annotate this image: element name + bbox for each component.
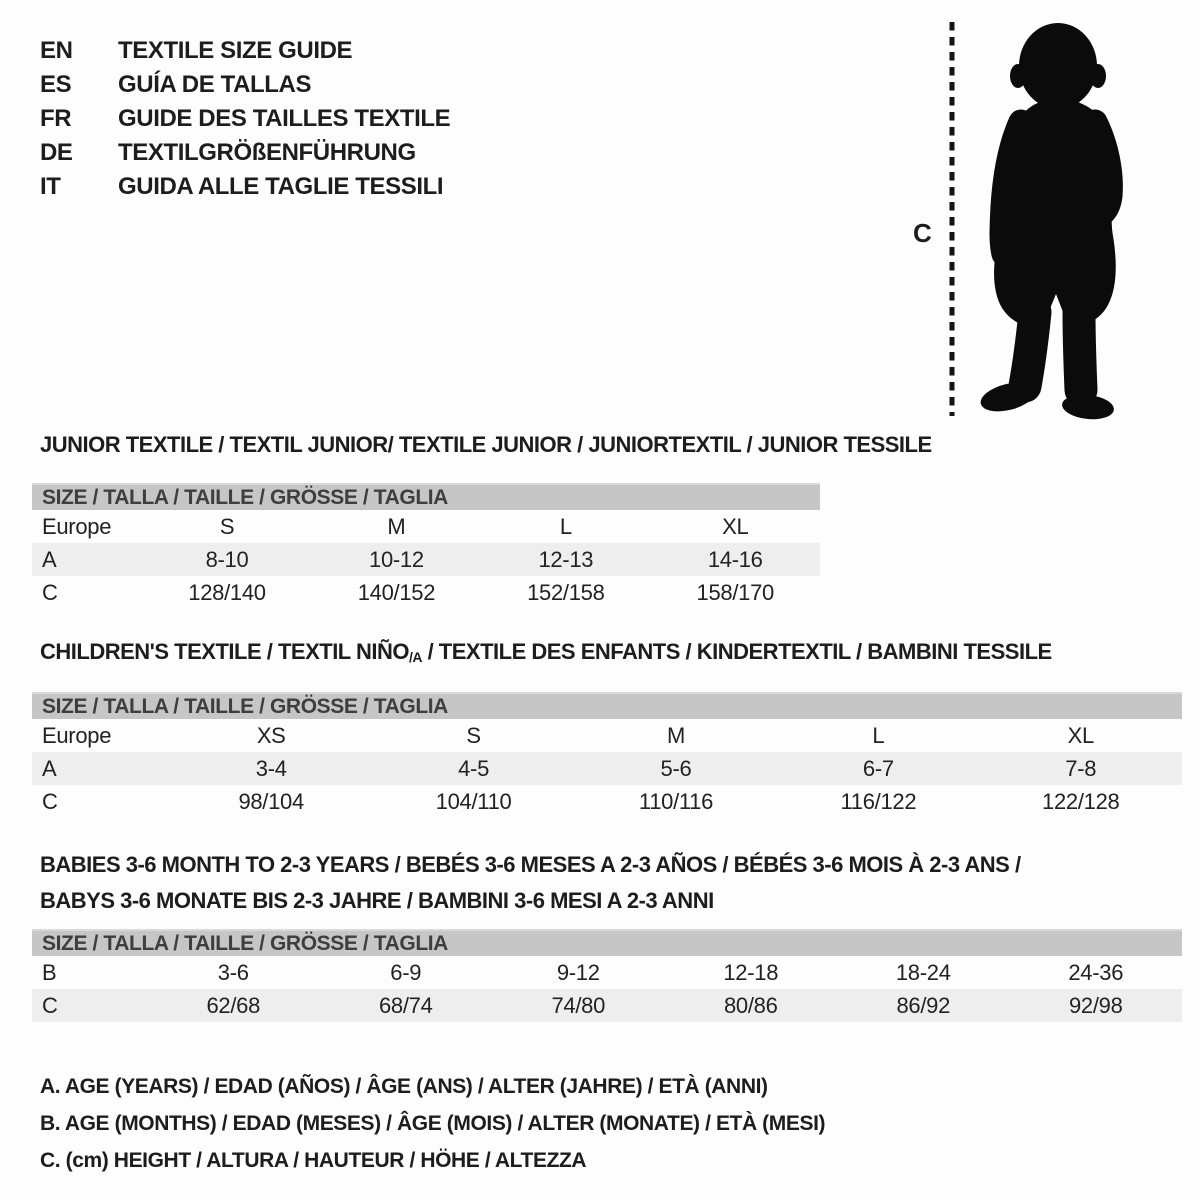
section-title-babies bbox=[40, 847, 1021, 919]
size-table-babies bbox=[32, 929, 1182, 1022]
value-cell: 152/158 bbox=[527, 579, 605, 605]
children-title-sub: /A bbox=[408, 649, 422, 665]
children-title-rest: / TEXTILE DES ENFANTS / KINDERTEXTIL / BAMBINI TESSILE bbox=[421, 639, 1052, 664]
value-cell: 4-5 bbox=[458, 755, 490, 781]
height-measure-label: C bbox=[913, 218, 932, 248]
lang-title: GUÍA DE TALLAS bbox=[118, 71, 312, 98]
value-cell: 98/104 bbox=[238, 788, 304, 814]
lang-row-es bbox=[40, 68, 450, 102]
row-label-cell: B bbox=[42, 959, 57, 985]
value-cell: 92/98 bbox=[1068, 992, 1123, 1018]
lang-code: FR bbox=[40, 105, 72, 132]
value-cell: 5-6 bbox=[660, 755, 692, 781]
row-label-cell: C bbox=[42, 788, 58, 814]
lang-title: TEXTILGRÖßENFÜHRUNG bbox=[118, 139, 416, 166]
value-cell: 10-12 bbox=[369, 546, 424, 572]
row-label-cell: A bbox=[42, 546, 57, 572]
toddler-silhouette-figure bbox=[905, 12, 1145, 424]
row-label-cell: Europe bbox=[42, 513, 112, 539]
table-row-height bbox=[32, 785, 1182, 818]
size-table-junior bbox=[32, 483, 820, 609]
table-row-age-years bbox=[32, 543, 820, 576]
value-cell: 12-18 bbox=[723, 959, 779, 985]
row-label-cell: C bbox=[42, 992, 58, 1018]
size-header-text: SIZE / TALLA / TAILLE / GRÖSSE / TAGLIA bbox=[42, 694, 448, 718]
value-cell: 3-4 bbox=[255, 755, 287, 781]
section-title-children bbox=[40, 639, 1052, 665]
lang-code: EN bbox=[40, 37, 73, 64]
value-cell: M bbox=[666, 722, 685, 748]
value-cell: 6-7 bbox=[862, 755, 894, 781]
row-label-cell: C bbox=[42, 579, 58, 605]
value-cell: 110/116 bbox=[638, 788, 714, 814]
table-row-europe bbox=[32, 510, 820, 543]
size-table-children bbox=[32, 692, 1182, 818]
row-label-cell: A bbox=[42, 755, 57, 781]
size-header-band bbox=[32, 929, 1182, 956]
table-row-age-months bbox=[32, 956, 1182, 989]
babies-title-line1: BABIES 3-6 MONTH TO 2-3 YEARS / BEBÉS 3-6 MESES A 2-3 AÑOS / BÉBÉS 3-6 MOIS À 2-3 ANS / bbox=[40, 852, 1021, 877]
size-header-text: SIZE / TALLA / TAILLE / GRÖSSE / TAGLIA bbox=[42, 485, 448, 509]
lang-code: DE bbox=[40, 139, 73, 166]
value-cell: S bbox=[466, 722, 481, 748]
lang-title: GUIDE DES TAILLES TEXTILE bbox=[118, 105, 451, 132]
value-cell: 7-8 bbox=[1065, 755, 1097, 781]
value-cell: 158/170 bbox=[696, 579, 774, 605]
value-cell: 3-6 bbox=[217, 959, 249, 985]
legend-line-c: C. (cm) HEIGHT / ALTURA / HAUTEUR / HÖHE / ALTEZZA bbox=[40, 1149, 587, 1172]
value-cell: S bbox=[219, 513, 235, 539]
table-row-height bbox=[32, 576, 820, 609]
lang-title: GUIDA ALLE TAGLIE TESSILI bbox=[118, 173, 444, 200]
value-cell: L bbox=[559, 513, 572, 539]
value-cell: 24-36 bbox=[1068, 959, 1124, 985]
lang-code: IT bbox=[40, 173, 61, 200]
section-title-junior: JUNIOR TEXTILE / TEXTIL JUNIOR/ TEXTILE JUNIOR / JUNIORTEXTIL / JUNIOR TESSILE bbox=[40, 432, 932, 457]
language-title-block bbox=[40, 34, 450, 204]
value-cell: 74/80 bbox=[551, 992, 606, 1018]
table-row-height bbox=[32, 989, 1182, 1022]
lang-row-en bbox=[40, 34, 450, 68]
value-cell: 116/122 bbox=[840, 788, 917, 814]
value-cell: M bbox=[387, 513, 406, 539]
lang-row-de bbox=[40, 136, 450, 170]
value-cell: 80/86 bbox=[723, 992, 778, 1018]
table-row-europe bbox=[32, 719, 1182, 752]
value-cell: 86/92 bbox=[896, 992, 951, 1018]
value-cell: XL bbox=[1067, 722, 1094, 748]
value-cell: XL bbox=[722, 513, 749, 539]
value-cell: 68/74 bbox=[378, 992, 433, 1018]
lang-code: ES bbox=[40, 71, 72, 98]
value-cell: 9-12 bbox=[556, 959, 600, 985]
value-cell: 8-10 bbox=[205, 546, 249, 572]
value-cell: 122/128 bbox=[1042, 788, 1120, 814]
babies-title-line2: BABYS 3-6 MONATE BIS 2-3 JAHRE / BAMBINI 3-6 MESI A 2-3 ANNI bbox=[40, 888, 714, 913]
value-cell: 12-13 bbox=[538, 546, 594, 572]
size-header-band bbox=[32, 483, 820, 510]
legend-line-b: B. AGE (MONTHS) / EDAD (MESES) / ÂGE (MOIS) / ALTER (MONATE) / ETÀ (MESI) bbox=[40, 1112, 826, 1135]
value-cell: L bbox=[872, 722, 885, 748]
value-cell: 14-16 bbox=[707, 546, 763, 572]
lang-title: TEXTILE SIZE GUIDE bbox=[118, 37, 353, 64]
table-row-age-years bbox=[32, 752, 1182, 785]
value-cell: 62/68 bbox=[206, 992, 261, 1018]
children-title-main: CHILDREN'S TEXTILE / TEXTIL NIÑO bbox=[40, 639, 409, 664]
size-header-text: SIZE / TALLA / TAILLE / GRÖSSE / TAGLIA bbox=[42, 931, 448, 955]
value-cell: 140/152 bbox=[357, 579, 436, 605]
size-header-band bbox=[32, 692, 1182, 719]
value-cell: 104/110 bbox=[435, 788, 512, 814]
measurement-legend bbox=[40, 1068, 825, 1179]
baby-silhouette bbox=[978, 23, 1116, 422]
value-cell: XS bbox=[256, 722, 286, 748]
legend-line-a: A. AGE (YEARS) / EDAD (AÑOS) / ÂGE (ANS) / ALTER (JAHRE) / ETÀ (ANNI) bbox=[40, 1075, 768, 1098]
value-cell: 18-24 bbox=[895, 959, 951, 985]
lang-row-it bbox=[40, 170, 450, 204]
value-cell: 128/140 bbox=[188, 579, 266, 605]
row-label-cell: Europe bbox=[42, 722, 112, 748]
value-cell: 6-9 bbox=[390, 959, 422, 985]
lang-row-fr bbox=[40, 102, 450, 136]
